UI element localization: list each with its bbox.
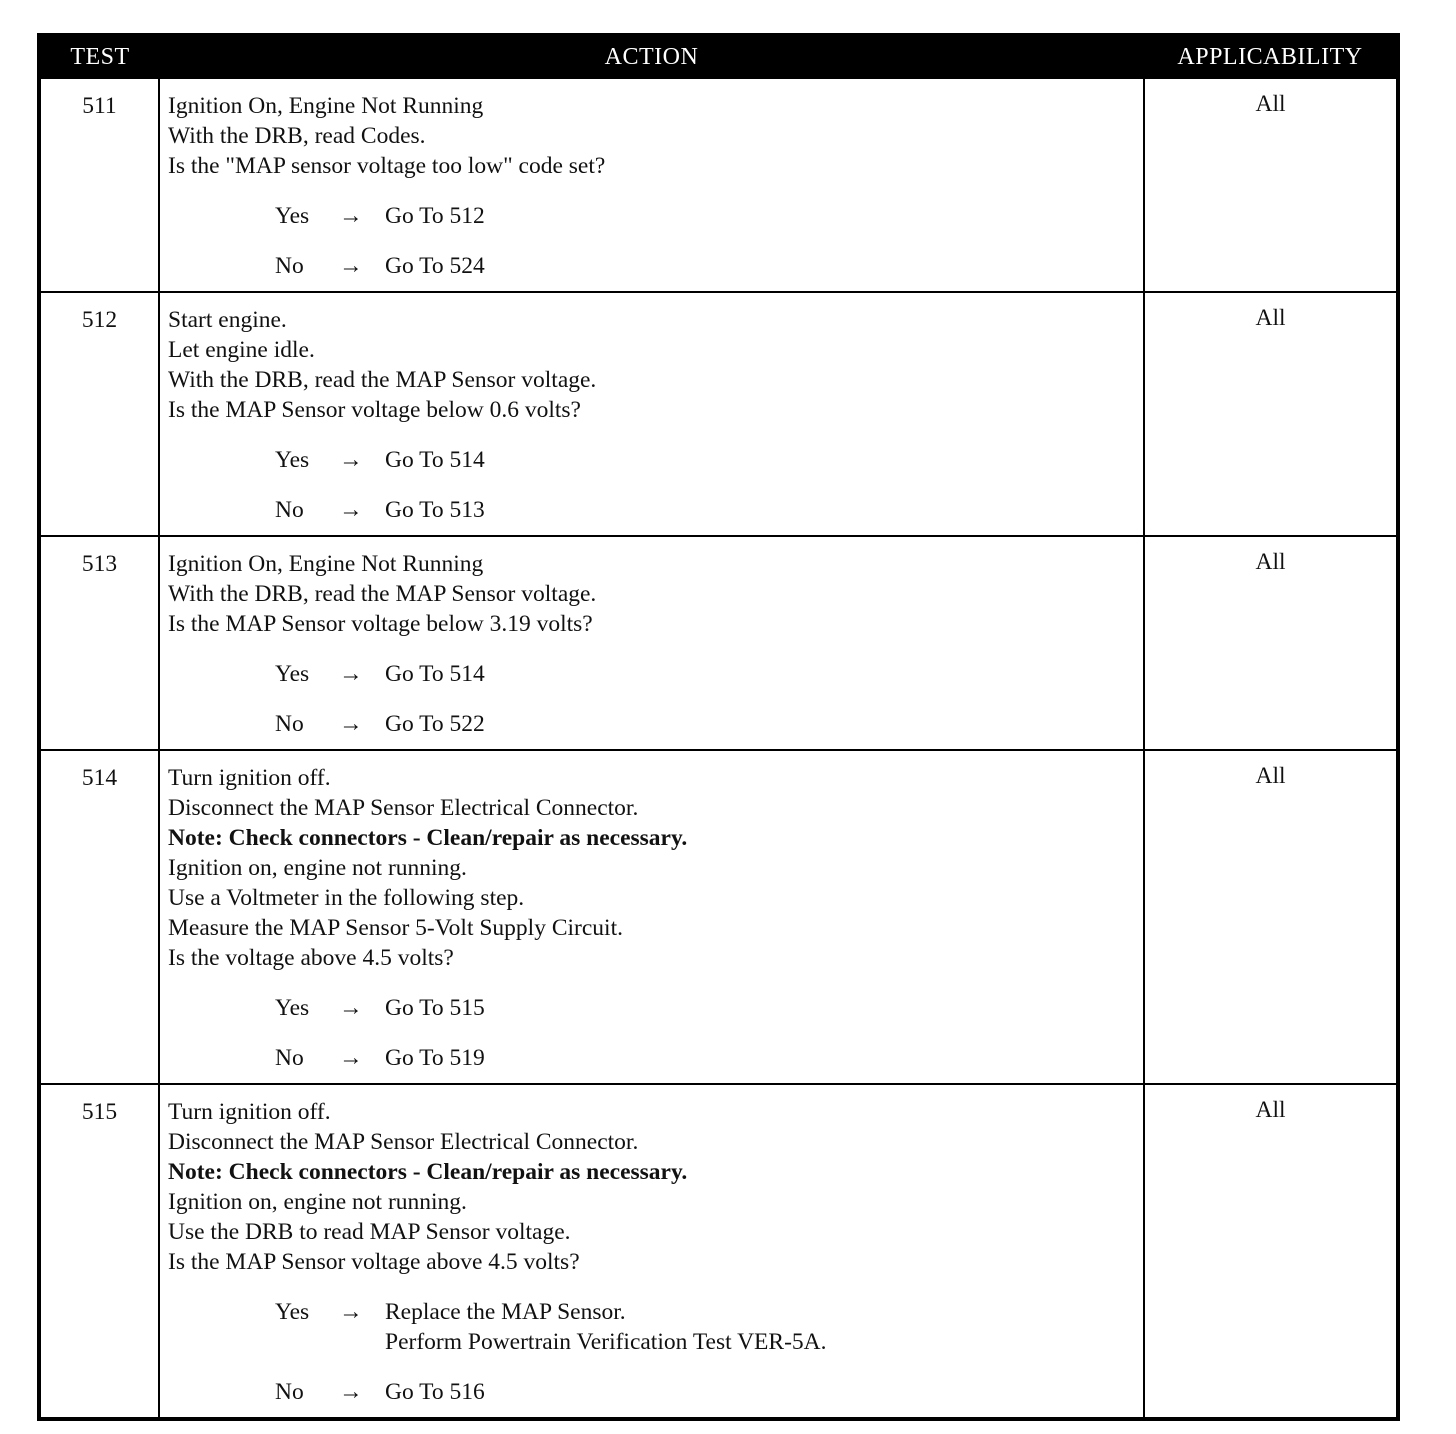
outcome-result: Go To 512 (385, 203, 485, 229)
outcome-no (275, 1043, 1135, 1073)
outcome-result: Go To 514 (385, 447, 485, 473)
instruction-line: Turn ignition off. (168, 1099, 331, 1125)
outcome-answer: No (275, 711, 304, 737)
outcome-yes (275, 659, 1135, 689)
diagnostic-test-table (37, 33, 1400, 1421)
outcome-answer: No (275, 1379, 304, 1405)
outcome-result: Go To 515 (385, 995, 485, 1021)
outcome-result: Go To 514 (385, 661, 485, 687)
instruction-line: With the DRB, read the MAP Sensor voltage. (168, 581, 597, 607)
instruction-line: Let engine idle. (168, 337, 315, 363)
outcome-result: Replace the MAP Sensor. Perform Powertrain Verification Test VER-5A. (385, 1299, 827, 1355)
applicability: All (1144, 78, 1398, 292)
instruction-line: With the DRB, read the MAP Sensor voltage. (168, 367, 597, 393)
test-row (39, 292, 1398, 536)
note-line: Note: Check connectors - Clean/repair as necessary. (168, 1159, 688, 1185)
test-number: 511 (39, 78, 159, 292)
outcome-answer: No (275, 1045, 304, 1071)
outcome-yes (275, 1297, 1135, 1357)
instruction-line: Use a Voltmeter in the following step. (168, 885, 525, 911)
right-arrow-icon: → (339, 253, 363, 279)
outcome-result: Go To 516 (385, 1379, 485, 1405)
instruction-line: Use the DRB to read MAP Sensor voltage. (168, 1219, 571, 1245)
right-arrow-icon: → (339, 1379, 363, 1405)
action-cell (159, 292, 1144, 536)
outcome-no (275, 251, 1135, 281)
right-arrow-icon: → (339, 995, 363, 1021)
instruction-line: Start engine. (168, 307, 287, 333)
action-cell (159, 1084, 1144, 1419)
outcome-answer: No (275, 497, 304, 523)
instruction-line: Ignition On, Engine Not Running (168, 551, 484, 577)
instruction-line: Ignition On, Engine Not Running (168, 93, 484, 119)
outcome-answer: Yes (275, 1299, 310, 1325)
note-line: Note: Check connectors - Clean/repair as necessary. (168, 825, 688, 851)
outcome-result: Go To 519 (385, 1045, 485, 1071)
instruction-line: Disconnect the MAP Sensor Electrical Connector. (168, 795, 639, 821)
instruction-line: Is the MAP Sensor voltage below 3.19 volts? (168, 611, 593, 637)
header-action: ACTION (159, 35, 1144, 78)
applicability: All (1144, 750, 1398, 1084)
outcome-yes (275, 993, 1135, 1023)
outcome-answer: Yes (275, 661, 310, 687)
outcome-no (275, 495, 1135, 525)
instruction-line: Disconnect the MAP Sensor Electrical Connector. (168, 1129, 639, 1155)
test-row (39, 78, 1398, 292)
applicability: All (1144, 1084, 1398, 1419)
outcome-result: Go To 522 (385, 711, 485, 737)
test-number: 513 (39, 536, 159, 750)
instruction-line: With the DRB, read Codes. (168, 123, 426, 149)
outcome-result: Go To 524 (385, 253, 485, 279)
outcome-yes (275, 445, 1135, 475)
right-arrow-icon: → (339, 1299, 363, 1325)
action-cell (159, 536, 1144, 750)
test-row (39, 750, 1398, 1084)
applicability: All (1144, 292, 1398, 536)
instruction-line: Ignition on, engine not running. (168, 855, 467, 881)
action-cell (159, 750, 1144, 1084)
instruction-line: Is the MAP Sensor voltage below 0.6 volts? (168, 397, 581, 423)
outcome-answer: No (275, 253, 304, 279)
outcome-answer: Yes (275, 995, 310, 1021)
instruction-line: Is the voltage above 4.5 volts? (168, 945, 454, 971)
right-arrow-icon: → (339, 661, 363, 687)
test-number: 514 (39, 750, 159, 1084)
test-row (39, 1084, 1398, 1419)
right-arrow-icon: → (339, 1045, 363, 1071)
outcome-answer: Yes (275, 203, 310, 229)
outcome-no (275, 709, 1135, 739)
test-row (39, 536, 1398, 750)
instruction-line: Ignition on, engine not running. (168, 1189, 467, 1215)
instruction-line: Is the "MAP sensor voltage too low" code set? (168, 153, 606, 179)
instruction-line: Is the MAP Sensor voltage above 4.5 volts? (168, 1249, 580, 1275)
applicability: All (1144, 536, 1398, 750)
header-test: TEST (39, 35, 159, 78)
test-number: 512 (39, 292, 159, 536)
outcome-answer: Yes (275, 447, 310, 473)
instruction-line: Measure the MAP Sensor 5-Volt Supply Circuit. (168, 915, 623, 941)
action-cell (159, 78, 1144, 292)
right-arrow-icon: → (339, 711, 363, 737)
right-arrow-icon: → (339, 497, 363, 523)
right-arrow-icon: → (339, 447, 363, 473)
outcome-result: Go To 513 (385, 497, 485, 523)
test-number: 515 (39, 1084, 159, 1419)
outcome-yes (275, 201, 1135, 231)
right-arrow-icon: → (339, 203, 363, 229)
header-applicability: APPLICABILITY (1144, 35, 1398, 78)
instruction-line: Turn ignition off. (168, 765, 331, 791)
header-row (39, 35, 1398, 78)
outcome-no (275, 1377, 1135, 1407)
